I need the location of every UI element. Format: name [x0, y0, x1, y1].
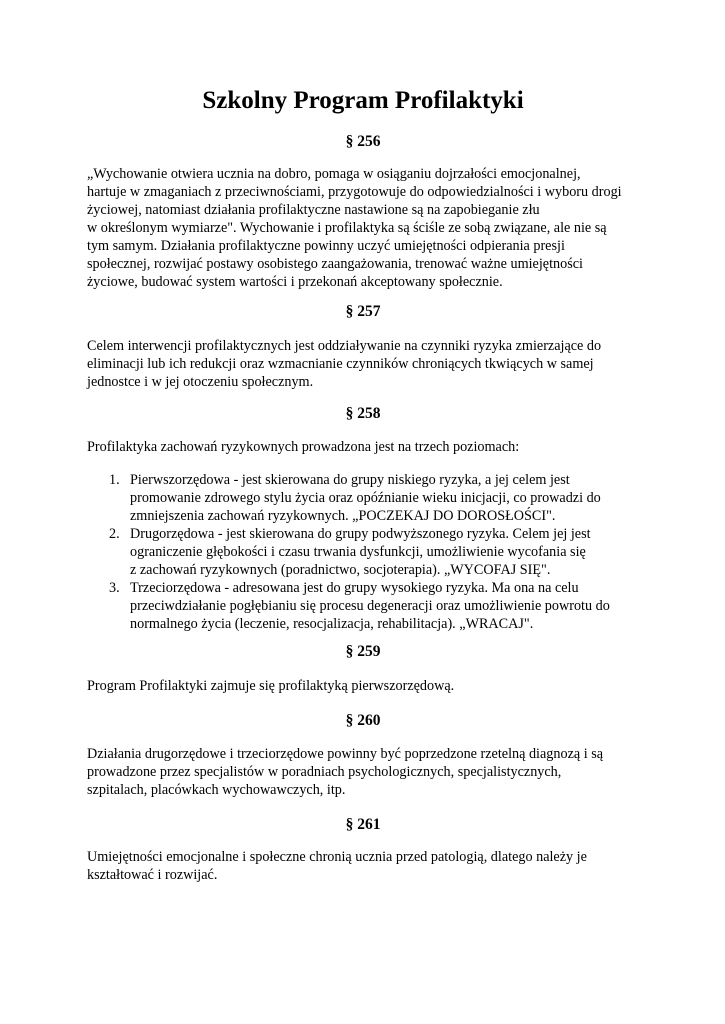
paragraph-line: społecznej, rozwijać postawy osobistego zaangażowania, trenować ważne umiejętności — [87, 256, 583, 272]
prevention-levels-list — [87, 471, 639, 633]
list-item — [87, 525, 639, 579]
list-item-number: 1. — [109, 472, 120, 488]
section-heading-261: § 261 — [345, 816, 381, 833]
paragraph-line: życiowej, natomiast działania profilaktyczne nastawione są na zapobieganie złu — [87, 202, 540, 218]
paragraph-line: Profilaktyka zachowań ryzykownych prowadzona jest na trzech poziomach: — [87, 439, 520, 455]
list-item-line: Trzeciorzędowa - adresowana jest do grupy wysokiego ryzyka. Ma ona na celu — [130, 580, 579, 596]
list-item-line: ograniczenie głębokości i czasu trwania dysfunkcji, umożliwienie wycofania się — [130, 544, 586, 560]
paragraph-line: w określonym wymiarze". Wychowanie i profilaktyka są ściśle ze sobą związane, ale nie są — [87, 220, 607, 236]
paragraph-line: prowadzone przez specjalistów w poradniach psychologicznych, specjalistycznych, — [87, 764, 562, 780]
section-260-paragraph — [87, 745, 639, 799]
list-item-number: 2. — [109, 526, 120, 542]
paragraph-line: szpitalach, placówkach wychowawczych, itp. — [87, 782, 346, 798]
section-257-paragraph — [87, 337, 639, 391]
list-item-line: normalnego życia (leczenie, resocjalizacja, rehabilitacja). „WRACAJ". — [130, 616, 534, 632]
list-item-line: zmniejszenia zachowań ryzykownych. „POCZEKAJ DO DOROSŁOŚCI". — [130, 508, 556, 524]
list-item-line: z zachowań ryzykownych (poradnictwo, socjoterapia). „WYCOFAJ SIĘ". — [130, 562, 551, 578]
paragraph-line: Celem interwencji profilaktycznych jest oddziaływanie na czynniki ryzyka zmierzające do — [87, 338, 602, 354]
list-item-line: promowanie zdrowego stylu życia oraz opóźnianie wieku inicjacji, co prowadzi do — [130, 490, 601, 506]
paragraph-line: Umiejętności emocjonalne i społeczne chronią ucznia przed patologią, dlatego należy je — [87, 849, 587, 865]
list-item-line: przeciwdziałanie pogłębianiu się procesu degeneracji oraz umożliwienie powrotu do — [130, 598, 610, 614]
paragraph-line: Program Profilaktyki zajmuje się profilaktyką pierwszorzędową. — [87, 678, 455, 694]
paragraph-line: kształtować i rozwijać. — [87, 867, 218, 883]
list-item-number: 3. — [109, 580, 120, 596]
section-heading-256: § 256 — [345, 133, 381, 150]
list-item — [87, 579, 639, 633]
paragraph-line: Działania drugorzędowe i trzeciorzędowe powinny być poprzedzone rzetelną diagnozą i są — [87, 746, 604, 762]
paragraph-line: tym samym. Działania profilaktyczne powinny uczyć umiejętności odpierania presji — [87, 238, 565, 254]
paragraph-line: „Wychowanie otwiera ucznia na dobro, pomaga w osiąganiu dojrzałości emocjonalnej, — [87, 166, 581, 182]
section-heading-257: § 257 — [345, 303, 381, 320]
paragraph-line: jednostce i w jej otoczeniu społecznym. — [87, 374, 314, 390]
list-item-line: Drugorzędowa - jest skierowana do grupy podwyższonego ryzyka. Celem jej jest — [130, 526, 591, 542]
paragraph-line: życiowe, budować system wartości i przekonań akceptowany społecznie. — [87, 274, 503, 290]
section-259-paragraph — [87, 677, 639, 695]
document-title: Szkolny Program Profilaktyki — [202, 87, 524, 114]
section-heading-259: § 259 — [345, 643, 381, 660]
list-item — [87, 471, 639, 525]
section-256-paragraph — [87, 165, 639, 291]
section-heading-260: § 260 — [345, 712, 381, 729]
section-261-paragraph — [87, 848, 639, 884]
section-258-intro — [87, 438, 639, 456]
paragraph-line: eliminacji lub ich redukcji oraz wzmacnianie czynników chroniących tkwiących w samej — [87, 356, 594, 372]
section-heading-258: § 258 — [345, 405, 381, 422]
paragraph-line: hartuje w zmaganiach z przeciwnościami, przygotowuje do odpowiedzialności i wyboru drogi — [87, 184, 622, 200]
list-item-line: Pierwszorzędowa - jest skierowana do grupy niskiego ryzyka, a jej celem jest — [130, 472, 570, 488]
